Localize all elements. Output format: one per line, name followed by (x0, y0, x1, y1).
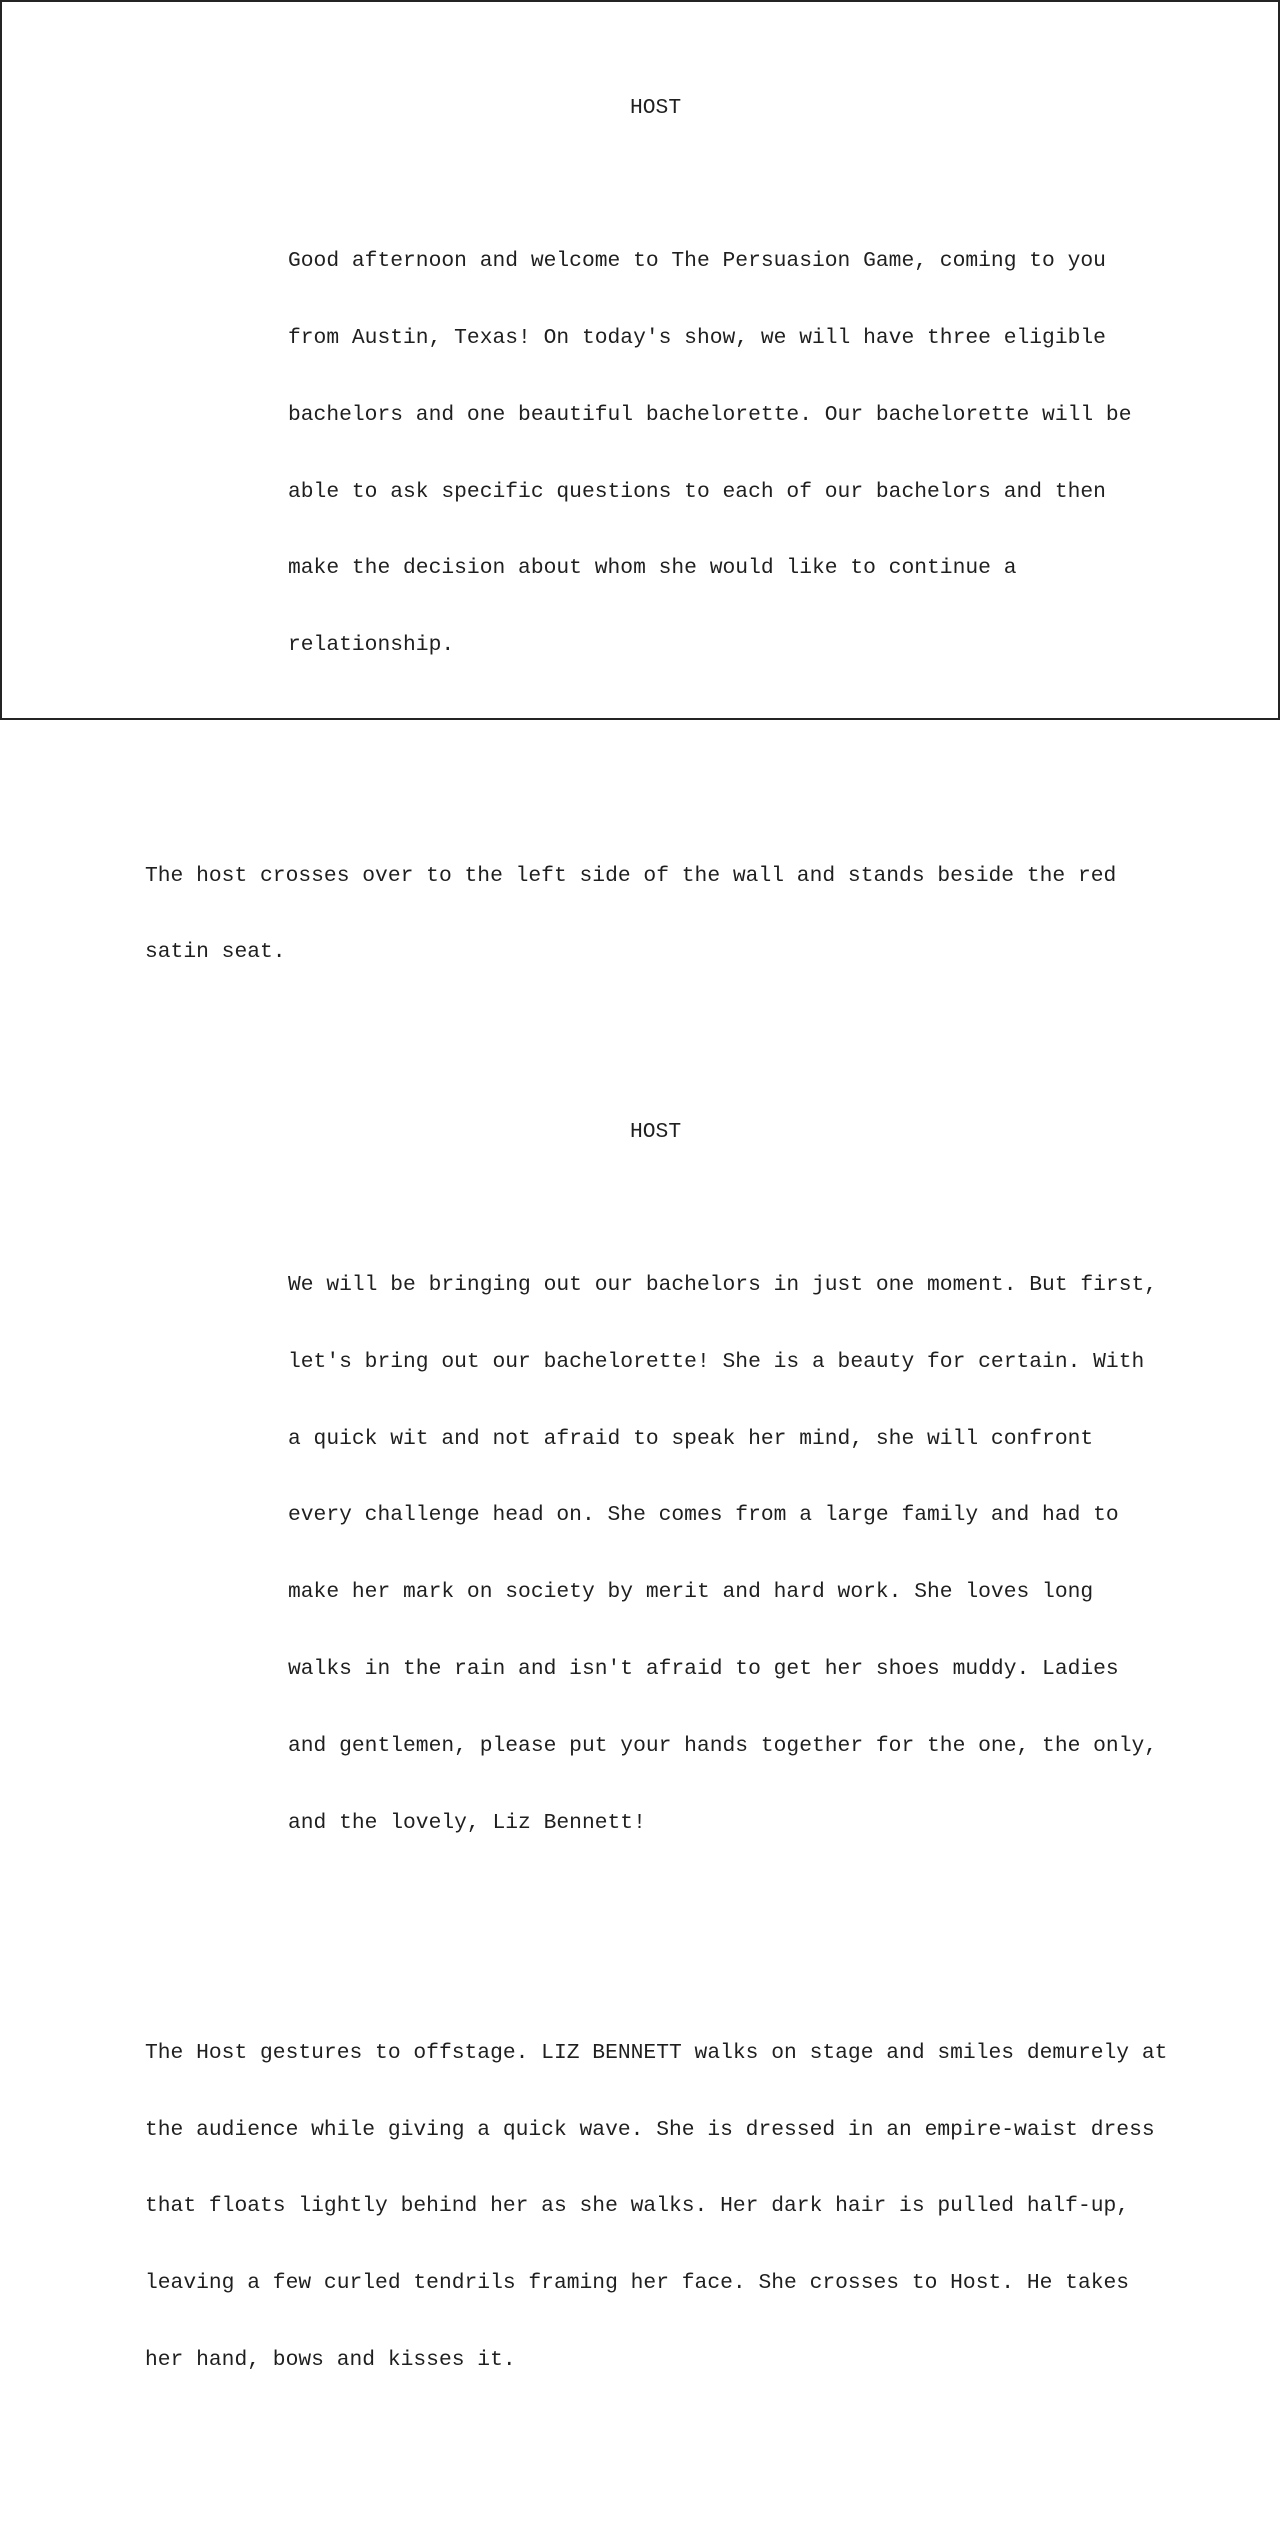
dialogue-line: and gentlemen, please put your hands together for the one, the only, (288, 1733, 1158, 1758)
dialogue-line: We will be bringing out our bachelors in just one moment. But first, (288, 1273, 1158, 1298)
script-content (2, 19, 1278, 2527)
dialogue-line: from Austin, Texas! On today's show, we will have three eligible (288, 326, 1106, 351)
action-block-2 (145, 1990, 1278, 2425)
action-line: her hand, bows and kisses it. (145, 2348, 516, 2373)
dialogue-line: every challenge head on. She comes from a large family and had to (288, 1503, 1119, 1528)
dialogue-line: relationship. (288, 633, 455, 658)
character-cue-host-2: HOST (630, 1119, 682, 1144)
dialogue-line: bachelors and one beautiful bachelorette. Our bachelorette will be (288, 402, 1132, 427)
action-line: satin seat. (145, 940, 286, 965)
dialogue-line: let's bring out our bachelorette! She is a beauty for certain. With (288, 1349, 1145, 1374)
action-line: leaving a few curled tendrils framing her face. She crosses to Host. He takes (145, 2271, 1130, 2296)
dialogue-line: walks in the rain and isn't afraid to get her shoes muddy. Ladies (288, 1657, 1119, 1681)
action-line: that floats lightly behind her as she walks. Her dark hair is pulled half-up, (145, 2194, 1130, 2219)
dialogue-line: make the decision about whom she would like to continue a (288, 556, 1017, 581)
action-line: The Host gestures to offstage. LIZ BENNETT walks on stage and smiles demurely at (145, 2040, 1168, 2065)
dialogue-line: a quick wit and not afraid to speak her mind, she will confront (288, 1426, 1094, 1451)
dialogue-line: Good afternoon and welcome to The Persuasion Game, coming to you (288, 249, 1106, 274)
dialogue-block-2 (288, 1222, 1278, 1887)
action-line: The host crosses over to the left side of the wall and stands beside the red (145, 863, 1117, 888)
action-line: the audience while giving a quick wave. She is dressed in an empire-waist dress (145, 2117, 1155, 2142)
dialogue-block-1 (288, 198, 1278, 710)
action-block-1 (145, 812, 1278, 1017)
dialogue-line: able to ask specific questions to each of our bachelors and then (288, 479, 1106, 504)
dialogue-line: and the lovely, Liz Bennett! (288, 1810, 646, 1835)
dialogue-line: make her mark on society by merit and hard work. She loves long (288, 1580, 1094, 1605)
character-cue-host-1: HOST (630, 95, 682, 120)
